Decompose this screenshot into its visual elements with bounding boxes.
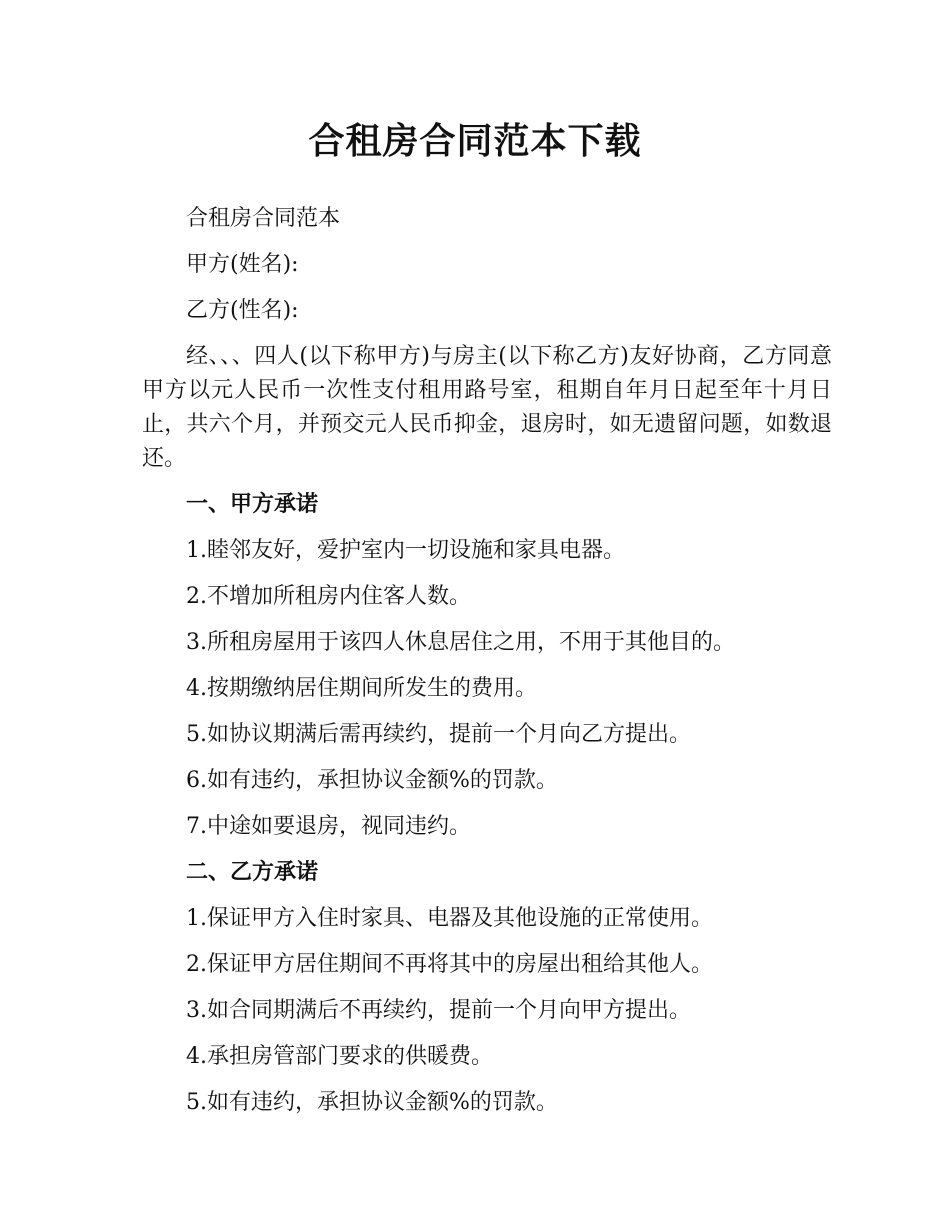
party-a-clause: 1.睦邻友好，爱护室内一切设施和家具电器。 bbox=[186, 538, 625, 563]
party-a-clause: 2.不增加所租房内住客人数。 bbox=[186, 584, 471, 609]
party-a-clause: 4.按期缴纳居住期间所发生的费用。 bbox=[186, 676, 537, 701]
intro-paragraph: 经、、、四人(以下称甲方)与房主(以下称乙方)友好协商，乙方同意甲方以元人民币一次性支付租用路号室，租期自年月日起至年十月日止，共六个月，并预交元人民币抑金，退房时，如无遗留问题，如数退还。 bbox=[142, 344, 832, 471]
party-a-clause: 6.如有违约，承担协议金额%的罚款。 bbox=[186, 768, 558, 793]
document-body bbox=[142, 202, 832, 1132]
party-a-clause: 7.中途如要退房，视同违约。 bbox=[186, 814, 471, 839]
section-heading-party-a: 一、甲方承诺 bbox=[186, 492, 319, 517]
party-b-clause: 5.如有违约，承担协议金额%的罚款。 bbox=[186, 1090, 558, 1115]
party-b-clause: 3.如合同期满后不再续约，提前一个月向甲方提出。 bbox=[186, 998, 691, 1023]
party-b-clause: 2.保证甲方居住期间不再将其中的房屋出租给其他人。 bbox=[186, 952, 713, 977]
party-b-clause: 4.承担房管部门要求的供暖费。 bbox=[186, 1044, 493, 1069]
party-a-line: 甲方(姓名): bbox=[186, 252, 299, 277]
page-title: 合租房合同范本下载 bbox=[308, 121, 642, 162]
party-b-line: 乙方(性名): bbox=[186, 298, 299, 323]
party-a-clause: 5.如协议期满后需再续约，提前一个月向乙方提出。 bbox=[186, 722, 691, 747]
party-a-clause: 3.所租房屋用于该四人休息居住之用，不用于其他目的。 bbox=[186, 630, 735, 655]
section-heading-party-b: 二、乙方承诺 bbox=[186, 860, 319, 885]
contract-subtitle: 合租房合同范本 bbox=[186, 206, 341, 231]
party-b-clause: 1.保证甲方入住时家具、电器及其他设施的正常使用。 bbox=[186, 906, 713, 931]
